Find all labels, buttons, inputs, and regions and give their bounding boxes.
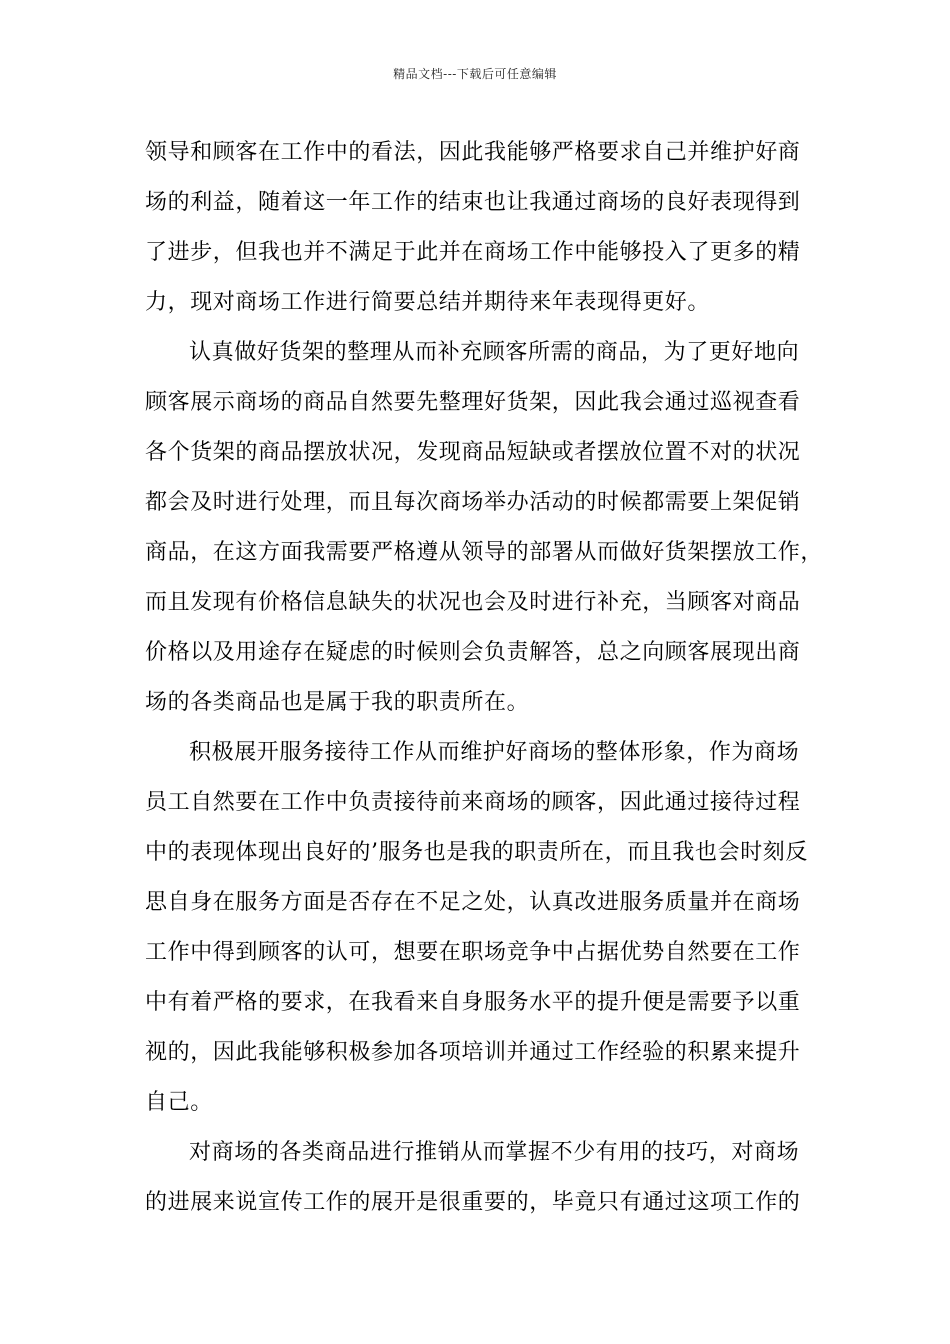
text-line: 商品，在这方面我需要严格遵从领导的部署从而做好货架摆放工作， bbox=[145, 540, 824, 565]
text-line: 领导和顾客在工作中的看法，因此我能够严格要求自己并维护好商 bbox=[145, 140, 801, 165]
page-header: 精品文档---下载后可任意编辑 bbox=[393, 67, 557, 81]
text-line: 视的，因此我能够积极参加各项培训并通过工作经验的积累来提升 bbox=[145, 1040, 801, 1065]
paragraph-first-line: 认真做好货架的整理从而补充顾客所需的商品，为了更好地向 bbox=[189, 340, 800, 365]
text-line: 自己。 bbox=[145, 1090, 213, 1115]
paragraph-first-line: 对商场的各类商品进行推销从而掌握不少有用的技巧，对商场 bbox=[189, 1140, 800, 1165]
text-line: 员工自然要在工作中负责接待前来商场的顾客，因此通过接待过程 bbox=[145, 790, 801, 815]
text-line: 工作中得到顾客的认可，想要在职场竞争中占据优势自然要在工作 bbox=[145, 940, 801, 965]
document-body bbox=[145, 128, 824, 1228]
text-line: 中的表现体现出良好的’服务也是我的职责所在，而且我也会时刻反 bbox=[145, 840, 808, 865]
text-line: 各个货架的商品摆放状况，发现商品短缺或者摆放位置不对的状况 bbox=[145, 440, 801, 465]
text-line: 力，现对商场工作进行简要总结并期待来年表现得更好。 bbox=[145, 290, 711, 315]
text-line: 中有着严格的要求，在我看来自身服务水平的提升便是需要予以重 bbox=[145, 990, 801, 1015]
text-line: 顾客展示商场的商品自然要先整理好货架，因此我会通过巡视查看 bbox=[145, 390, 801, 415]
text-line: 而且发现有价格信息缺失的状况也会及时进行补充，当顾客对商品 bbox=[145, 590, 801, 615]
text-line: 价格以及用途存在疑虑的时候则会负责解答，总之向顾客展现出商 bbox=[145, 640, 801, 665]
text-line: 场的各类商品也是属于我的职责所在。 bbox=[145, 690, 530, 715]
text-line: 都会及时进行处理，而且每次商场举办活动的时候都需要上架促销 bbox=[145, 490, 801, 515]
text-line: 了进步，但我也并不满足于此并在商场工作中能够投入了更多的精 bbox=[145, 240, 801, 265]
text-line: 场的利益，随着这一年工作的结束也让我通过商场的良好表现得到 bbox=[145, 190, 801, 215]
text-line: 思自身在服务方面是否存在不足之处，认真改进服务质量并在商场 bbox=[145, 890, 801, 915]
paragraph-first-line: 积极展开服务接待工作从而维护好商场的整体形象，作为商场 bbox=[189, 740, 800, 765]
text-line: 的进展来说宣传工作的展开是很重要的，毕竟只有通过这项工作的 bbox=[145, 1190, 801, 1215]
